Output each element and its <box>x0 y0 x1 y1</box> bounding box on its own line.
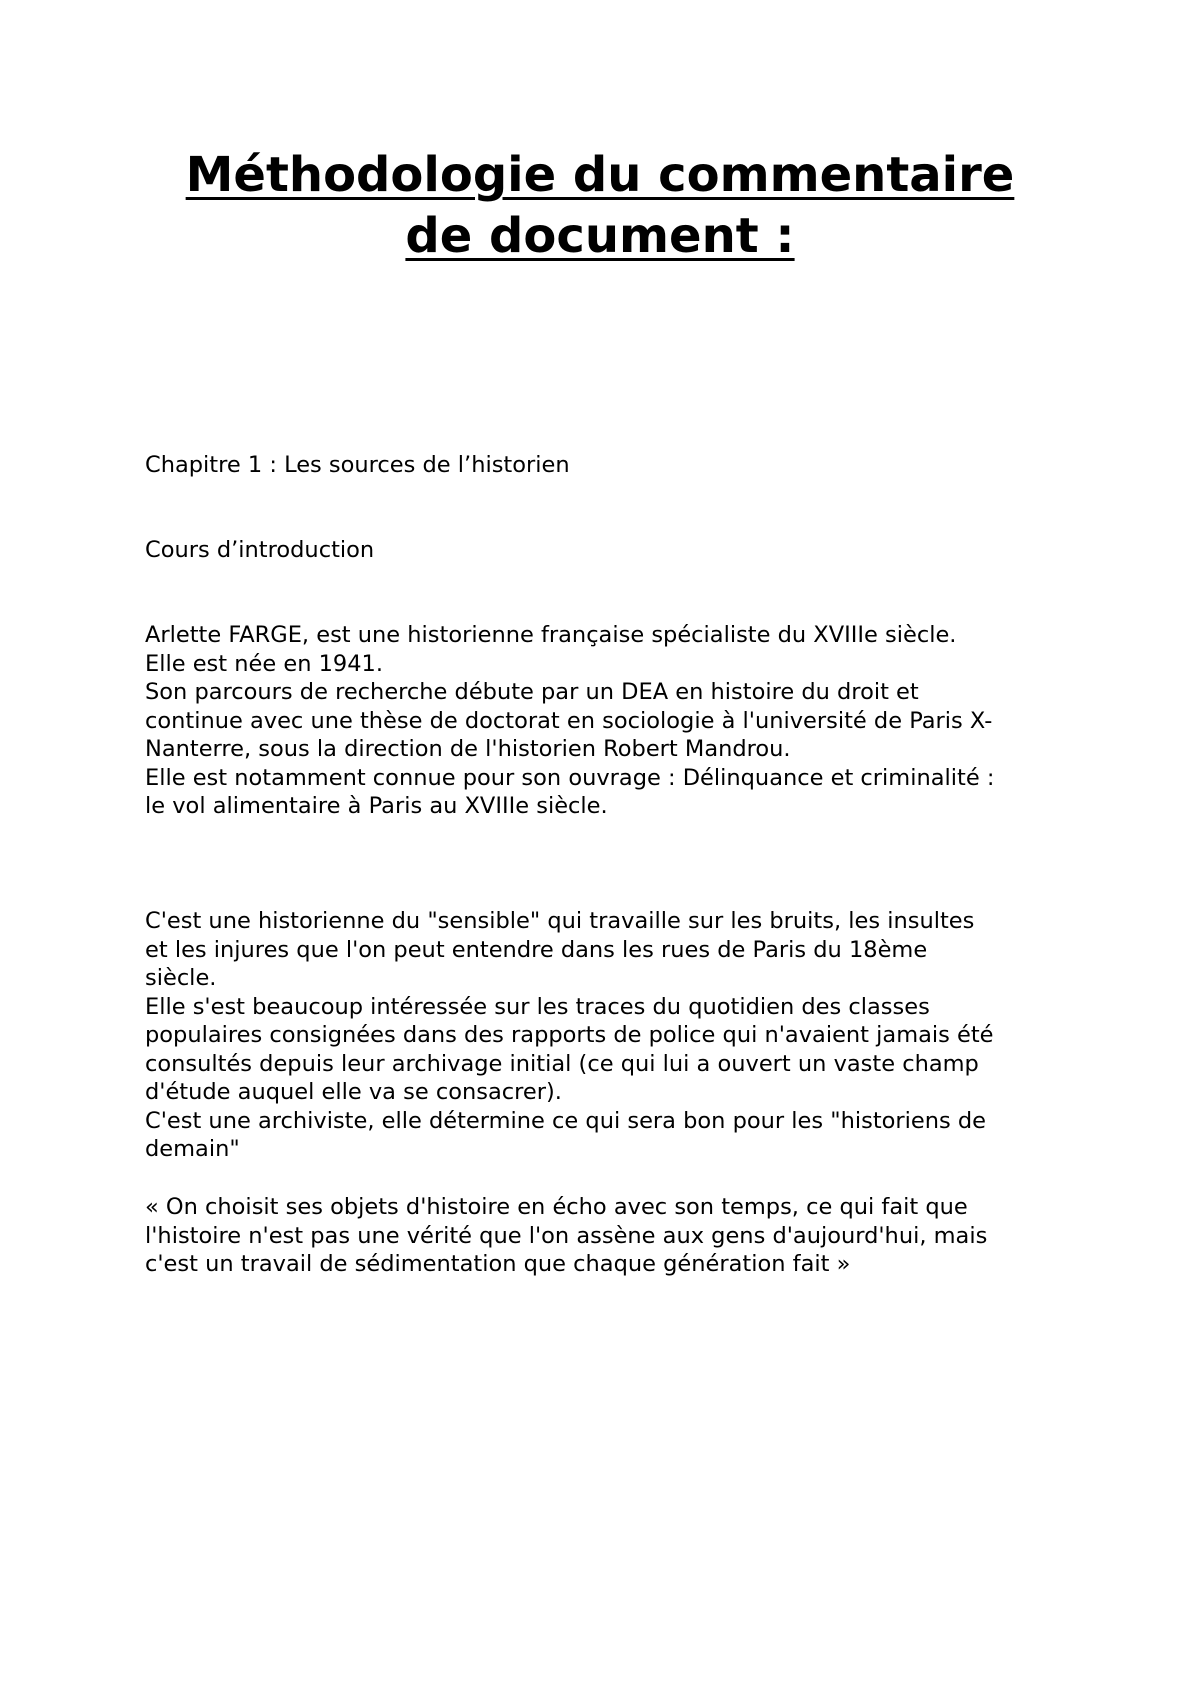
quote-line: c'est un travail de sédimentation que chaque génération fait » <box>145 1251 851 1277</box>
sensible-paragraph <box>145 907 1075 1164</box>
paragraph-line: le vol alimentaire à Paris au XVIIIe siècle. <box>145 793 608 819</box>
paragraph-line: Elle est née en 1941. <box>145 650 384 677</box>
paragraph-line: C'est une archiviste, elle détermine ce qui sera bon pour les "historiens de <box>145 1107 987 1134</box>
paragraph-line: siècle. <box>145 965 217 991</box>
paragraph-line: d'étude auquel elle va se consacrer). <box>145 1079 562 1105</box>
title-line: de document : <box>405 208 795 264</box>
paragraph-line: Arlette FARGE, est une historienne française spécialiste du XVIIIe siècle. <box>145 622 957 648</box>
paragraph-line: C'est une historienne du "sensible" qui travaille sur les bruits, les insultes <box>145 908 975 934</box>
paragraph-line: populaires consignées dans des rapports de police qui n'avaient jamais été <box>145 1022 994 1048</box>
title-line: Méthodologie du commentaire <box>185 147 1015 203</box>
paragraph-line: et les injures que l'on peut entendre dans les rues de Paris du 18ème <box>145 936 928 963</box>
paragraph-line: Nanterre, sous la direction de l'historien Robert Mandrou. <box>145 736 791 762</box>
quote-paragraph <box>145 1193 1075 1279</box>
quote-line: « On choisit ses objets d'histoire en écho avec son temps, ce qui fait que <box>145 1194 968 1220</box>
paragraph-line: Elle est notamment connue pour son ouvrage : Délinquance et criminalité : <box>145 764 995 791</box>
biography-paragraph <box>145 621 1075 821</box>
chapter-heading: Chapitre 1 : Les sources de l’historien <box>145 452 570 478</box>
quote-line: l'histoire n'est pas une vérité que l'on assène aux gens d'aujourd'hui, mais <box>145 1222 988 1249</box>
paragraph-line: continue avec une thèse de doctorat en sociologie à l'université de Paris X- <box>145 707 993 734</box>
paragraph-line: Elle s'est beaucoup intéressée sur les traces du quotidien des classes <box>145 993 930 1020</box>
document-title <box>100 145 1100 267</box>
paragraph-line: demain" <box>145 1136 240 1162</box>
intro-heading: Cours d’introduction <box>145 537 375 563</box>
paragraph-line: consultés depuis leur archivage initial (ce qui lui a ouvert un vaste champ <box>145 1050 979 1077</box>
paragraph-line: Son parcours de recherche débute par un DEA en histoire du droit et <box>145 679 919 705</box>
